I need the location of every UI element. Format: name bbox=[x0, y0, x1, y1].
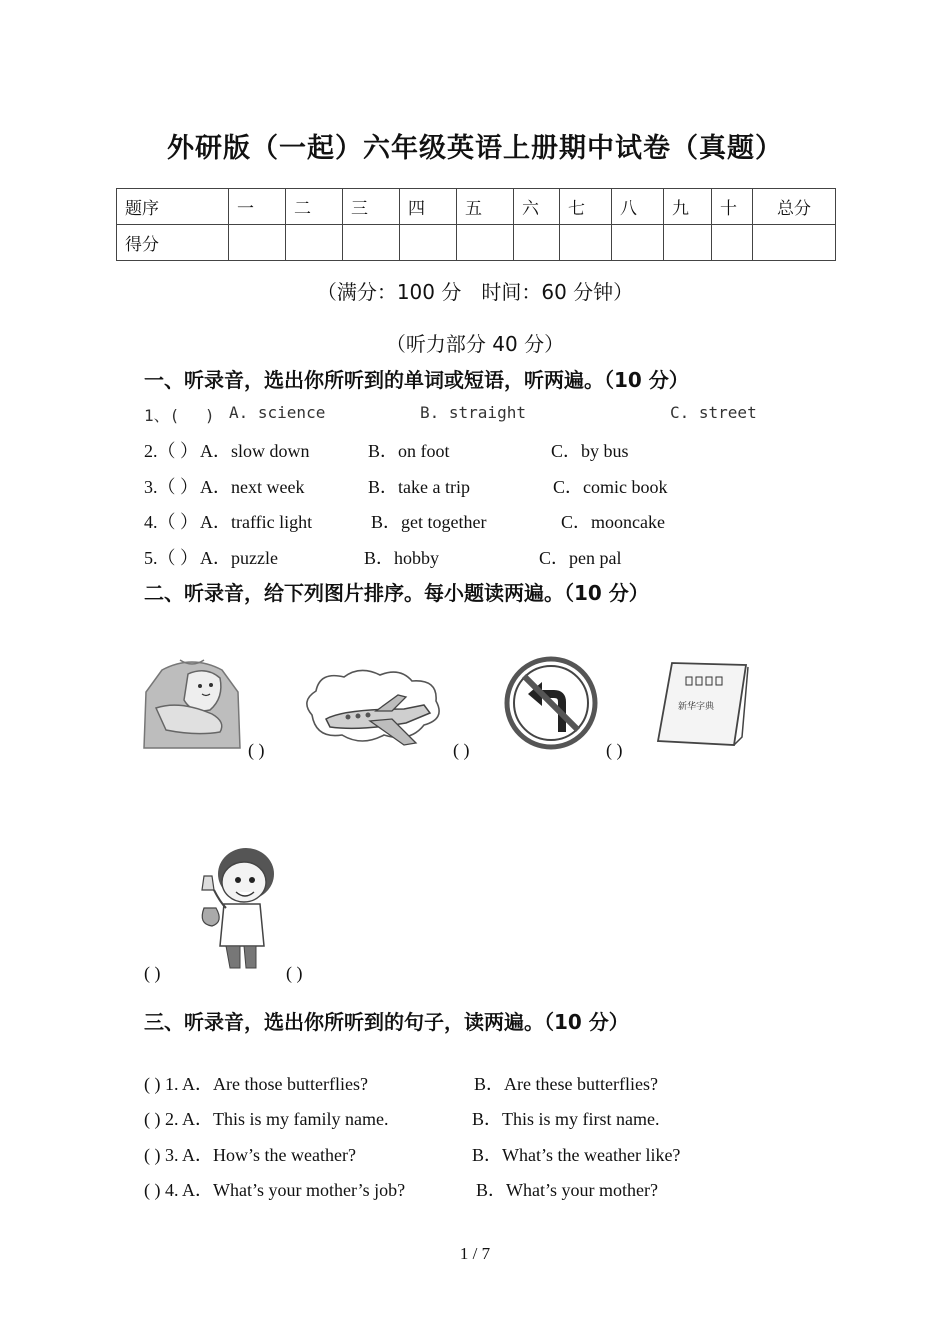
q3-option-c: C．comic book bbox=[553, 477, 668, 497]
table-cell: 二 bbox=[286, 189, 343, 225]
q5-option-c: C．pen pal bbox=[539, 548, 622, 568]
answer-blank[interactable]: ( ) bbox=[286, 963, 303, 983]
page-title: 外研版（一起）六年级英语上册期中试卷（真题） bbox=[167, 133, 783, 164]
table-cell: 七 bbox=[560, 189, 612, 225]
score-table bbox=[116, 188, 836, 261]
table-cell: 六 bbox=[514, 189, 560, 225]
q2-option-a: A．slow down bbox=[200, 441, 310, 461]
table-cell: 八 bbox=[612, 189, 664, 225]
table-cell: 十 bbox=[712, 189, 753, 225]
s3-q4-option-b: B．What’s your mother? bbox=[476, 1180, 658, 1200]
q4-number: 4.（ ） bbox=[144, 512, 198, 532]
s3-q3-option-b: B．What’s the weather like? bbox=[472, 1145, 681, 1165]
score-table-header-row bbox=[117, 189, 836, 225]
score-cell[interactable] bbox=[612, 225, 664, 261]
q3-number: 3.（ ） bbox=[144, 477, 198, 497]
section3-heading: 三、听录音，选出你所听到的句子，读两遍。（10 分） bbox=[144, 1010, 629, 1034]
table-cell: 一 bbox=[229, 189, 286, 225]
q1-number: 1、( ) bbox=[144, 406, 215, 425]
answer-blank[interactable]: ( ) bbox=[144, 963, 161, 983]
dictionary-title-text: 新华字典 bbox=[678, 702, 715, 712]
q5-option-b: B．hobby bbox=[364, 548, 440, 568]
score-cell[interactable] bbox=[753, 225, 836, 261]
q4-option-a: A．traffic light bbox=[200, 512, 313, 532]
q3-option-b: B．take a trip bbox=[368, 477, 470, 497]
score-cell[interactable] bbox=[664, 225, 712, 261]
q5-number: 5.（ ） bbox=[144, 548, 198, 568]
s3-q2-option-b: B．This is my first name. bbox=[472, 1109, 660, 1129]
q2-number: 2.（ ） bbox=[144, 441, 198, 461]
score-cell[interactable] bbox=[514, 225, 560, 261]
s3-q3-option-a: ( ) 3. A．How’s the weather? bbox=[144, 1145, 356, 1165]
q1-option-b: B. straight bbox=[420, 403, 526, 422]
q1-option-a: A. science bbox=[229, 403, 326, 422]
q1-option-c: C. street bbox=[670, 403, 757, 422]
q5-option-a: A．puzzle bbox=[200, 548, 278, 568]
table-cell: 题序 bbox=[117, 189, 229, 225]
table-cell: 三 bbox=[343, 189, 400, 225]
table-cell: 九 bbox=[664, 189, 712, 225]
answer-blank[interactable]: ( ) bbox=[248, 740, 265, 760]
score-cell[interactable] bbox=[229, 225, 286, 261]
score-cell[interactable] bbox=[343, 225, 400, 261]
score-cell[interactable] bbox=[457, 225, 514, 261]
score-cell[interactable] bbox=[286, 225, 343, 261]
table-cell: 总分 bbox=[753, 189, 836, 225]
listening-note: （听力部分 40 分） bbox=[385, 332, 565, 356]
score-cell[interactable] bbox=[560, 225, 612, 261]
s3-q2-option-a: ( ) 2. A．This is my family name. bbox=[144, 1109, 389, 1129]
q3-option-a: A．next week bbox=[200, 477, 305, 497]
table-cell: 得分 bbox=[117, 225, 229, 261]
s3-q4-option-a: ( ) 4. A．What’s your mother’s job? bbox=[144, 1180, 406, 1200]
q4-option-b: B．get together bbox=[371, 512, 487, 532]
s3-q1-option-b: B．Are these butterflies? bbox=[474, 1074, 658, 1094]
score-cell[interactable] bbox=[712, 225, 753, 261]
person-holding-cat-image bbox=[140, 652, 244, 752]
q4-option-c: C．mooncake bbox=[561, 512, 665, 532]
no-left-turn-sign-icon bbox=[504, 656, 598, 750]
score-table-score-row bbox=[117, 225, 836, 261]
q2-option-b: B．on foot bbox=[368, 441, 450, 461]
s3-q1-option-a: ( ) 1. A．Are those butterflies? bbox=[144, 1074, 368, 1094]
table-cell: 四 bbox=[400, 189, 457, 225]
airplane-image bbox=[300, 665, 445, 755]
section1-heading: 一、听录音，选出你所听到的单词或短语，听两遍。（10 分） bbox=[144, 368, 689, 392]
section2-heading: 二、听录音，给下列图片排序。每小题读两遍。（10 分） bbox=[144, 581, 649, 605]
exam-meta: （满分：100 分 时间：60 分钟） bbox=[316, 280, 634, 304]
boy-scientist-image bbox=[190, 846, 280, 974]
score-cell[interactable] bbox=[400, 225, 457, 261]
dictionary-book-image bbox=[654, 657, 750, 749]
page-number: 1 / 7 bbox=[459, 1244, 491, 1263]
table-cell: 五 bbox=[457, 189, 514, 225]
answer-blank[interactable]: ( ) bbox=[606, 740, 623, 760]
answer-blank[interactable]: ( ) bbox=[453, 740, 470, 760]
q2-option-c: C．by bus bbox=[551, 441, 629, 461]
